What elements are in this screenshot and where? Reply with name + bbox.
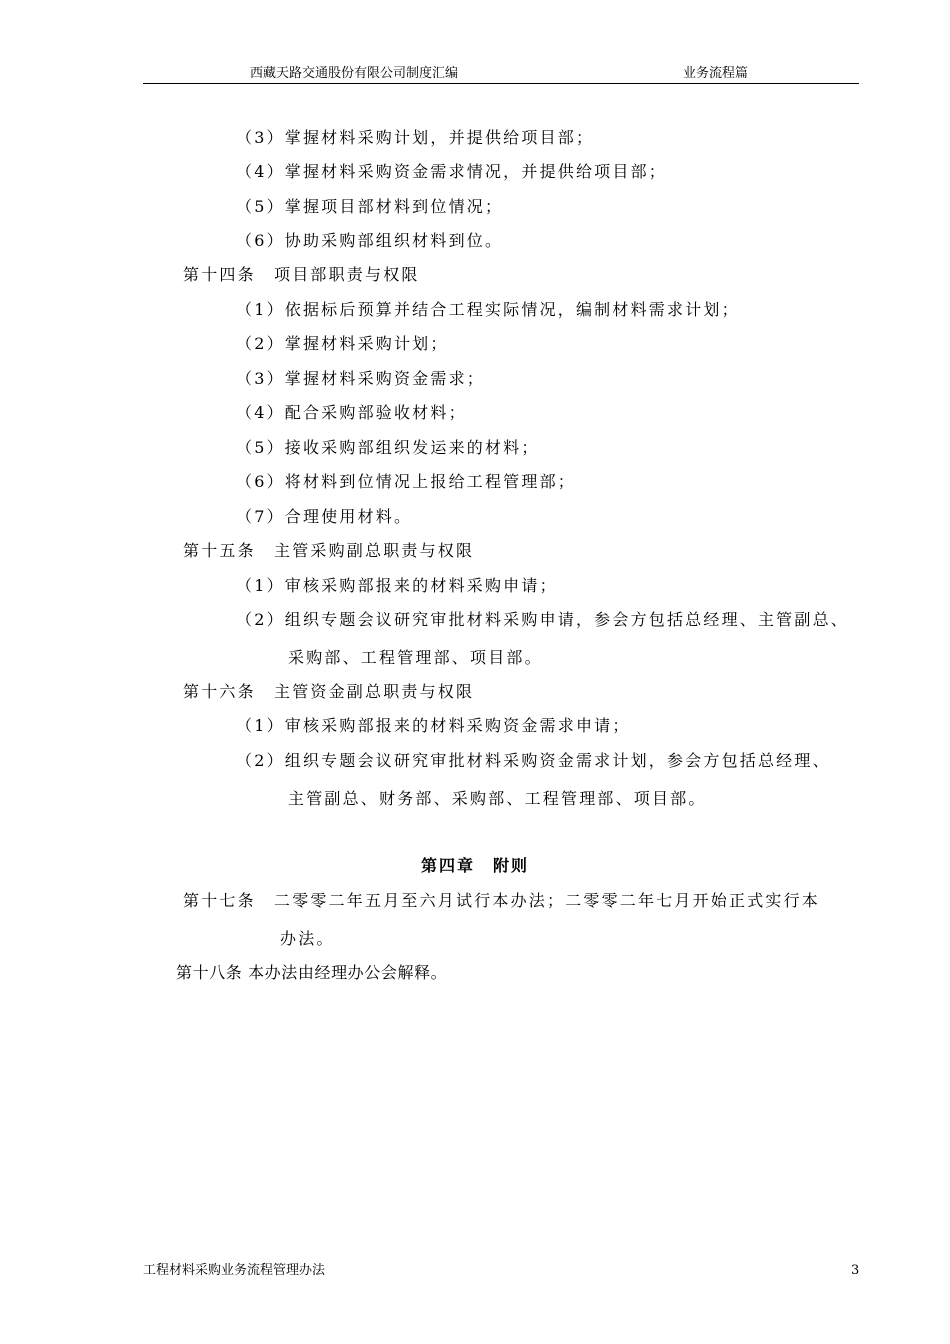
article-15-heading: 第十五条 主管采购副总职责与权限 bbox=[183, 541, 475, 560]
page-number: 3 bbox=[851, 1263, 860, 1278]
item-line: （2）组织专题会议研究审批材料采购资金需求计划，参会方包括总经理、 bbox=[236, 751, 831, 770]
item-line: （6）协助采购部组织材料到位。 bbox=[236, 231, 504, 250]
item-line-continuation: 采购部、工程管理部、项目部。 bbox=[288, 648, 543, 667]
article-17-continuation: 办法。 bbox=[280, 929, 335, 948]
item-line: （5）接收采购部组织发运来的材料； bbox=[236, 438, 540, 457]
header-section: 业务流程篇 bbox=[683, 66, 749, 81]
item-line: （4）掌握材料采购资金需求情况，并提供给项目部； bbox=[236, 162, 667, 181]
header-rule bbox=[143, 83, 859, 84]
item-line: （3）掌握材料采购计划，并提供给项目部； bbox=[236, 128, 595, 147]
item-line-continuation: 主管副总、财务部、采购部、工程管理部、项目部。 bbox=[288, 789, 707, 808]
article-17: 第十七条 二零零二年五月至六月试行本办法；二零零二年七月开始正式实行本 bbox=[183, 891, 821, 910]
chapter-heading: 第四章 附则 bbox=[420, 856, 529, 875]
item-line: （6）将材料到位情况上报给工程管理部； bbox=[236, 472, 576, 491]
item-line: （2）组织专题会议研究审批材料采购申请，参会方包括总经理、主管副总、 bbox=[236, 610, 849, 629]
article-16-heading: 第十六条 主管资金副总职责与权限 bbox=[183, 682, 475, 701]
item-line: （2）掌握材料采购计划； bbox=[236, 334, 449, 353]
item-line: （1）审核采购部报来的材料采购申请； bbox=[236, 576, 558, 595]
article-14-heading: 第十四条 项目部职责与权限 bbox=[183, 265, 420, 284]
header-company: 西藏天路交通股份有限公司制度汇编 bbox=[250, 66, 459, 81]
item-line: （5）掌握项目部材料到位情况； bbox=[236, 197, 504, 216]
item-line: （7）合理使用材料。 bbox=[236, 507, 413, 526]
item-line: （1）依据标后预算并结合工程实际情况，编制材料需求计划； bbox=[236, 300, 740, 319]
article-18: 第十八条 本办法由经理办公会解释。 bbox=[176, 963, 448, 982]
item-line: （3）掌握材料采购资金需求； bbox=[236, 369, 485, 388]
item-line: （1）审核采购部报来的材料采购资金需求申请； bbox=[236, 716, 631, 735]
footer-title: 工程材料采购业务流程管理办法 bbox=[143, 1263, 326, 1278]
item-line: （4）配合采购部验收材料； bbox=[236, 403, 467, 422]
